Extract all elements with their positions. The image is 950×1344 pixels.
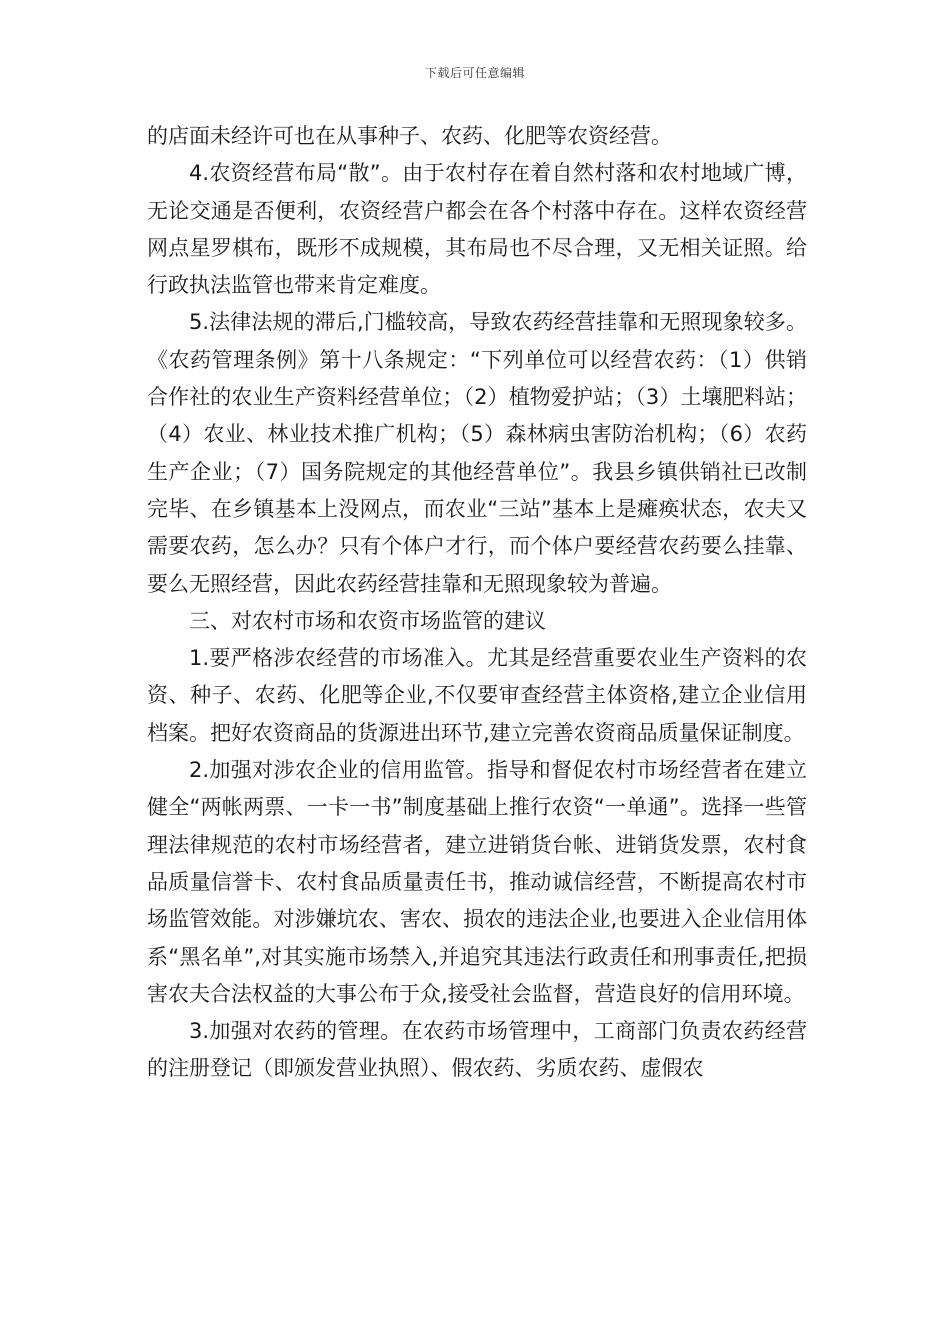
paragraph-suggestion-2: 2.加强对涉农企业的信用监管。指导和督促农村市场经营者在建立健全“两帐两票、一卡一书”制度基础上推行农资“一单通”。选择一些管理法律规范的农村市场经营者，建立进销货台帐、进销货发票，农村食品质量信誉卡、农村食品质量责任书，推动诚信经营，不断提高农村市场监管效能。对涉嫌坑农、害农、损农的违法企业,也要进入企业信用体系“黑名单”,对其实施市场禁入,并追究其违法行政责任和刑事责任,把损害农夫合法权益的大事公布于众,接受社会监督，营造良好的信用环境。 [147,758,807,1006]
paragraph-item-5: 5.法律法规的滞后,门槛较高，导致农药经营挂靠和无照现象较多。《农药管理条例》第十八条规定：“下列单位可以经营农药：（1）供销合作社的农业生产资料经营单位；（2）植物爱护站；（3）土壤肥料站；（4）农业、林业技术推广机构；（5）森林病虫害防治机构；（6）农药生产企业；（7）国务院规定的其他经营单位”。我县乡镇供销社已改制完毕、在乡镇基本上没网点，而农业“三站”基本上是瘫痪状态，农夫又需要农药，怎么办？只有个体户才行，而个体户要经营农药要么挂靠、要么无照经营，因此农药经营挂靠和无照现象较为普遍。 [147,310,807,596]
paragraph-suggestion-3: 3.加强对农药的管理。在农药市场管理中，工商部门负责农药经营的注册登记（即颁发营业执照）、假农药、劣质农药、虚假农 [147,1019,807,1081]
paragraph-suggestion-1: 1.要严格涉农经营的市场准入。尤其是经营重要农业生产资料的农资、种子、农药、化肥等企业,不仅要审查经营主体资格,建立企业信用档案。把好农资商品的货源进出环节,建立完善农资商品质量保证制度。 [147,646,807,745]
paragraph-continuation: 的店面未经许可也在从事种子、农药、化肥等农资经营。 [147,124,672,148]
page-header: 下载后可任意编辑 [424,66,525,80]
paragraph-item-4: 4.农资经营布局“散”。由于农村存在着自然村落和农村地域广博，无论交通是否便利，农资经营户都会在各个村落中存在。这样农资经营网点星罗棋布，既形不成规模，其布局也不尽合理，又无相关证照。给行政执法监管也带来肯定难度。 [147,161,807,298]
section-heading-3: 三、对农村市场和农资市场监管的建议 [189,608,546,633]
document-body [147,118,807,1088]
